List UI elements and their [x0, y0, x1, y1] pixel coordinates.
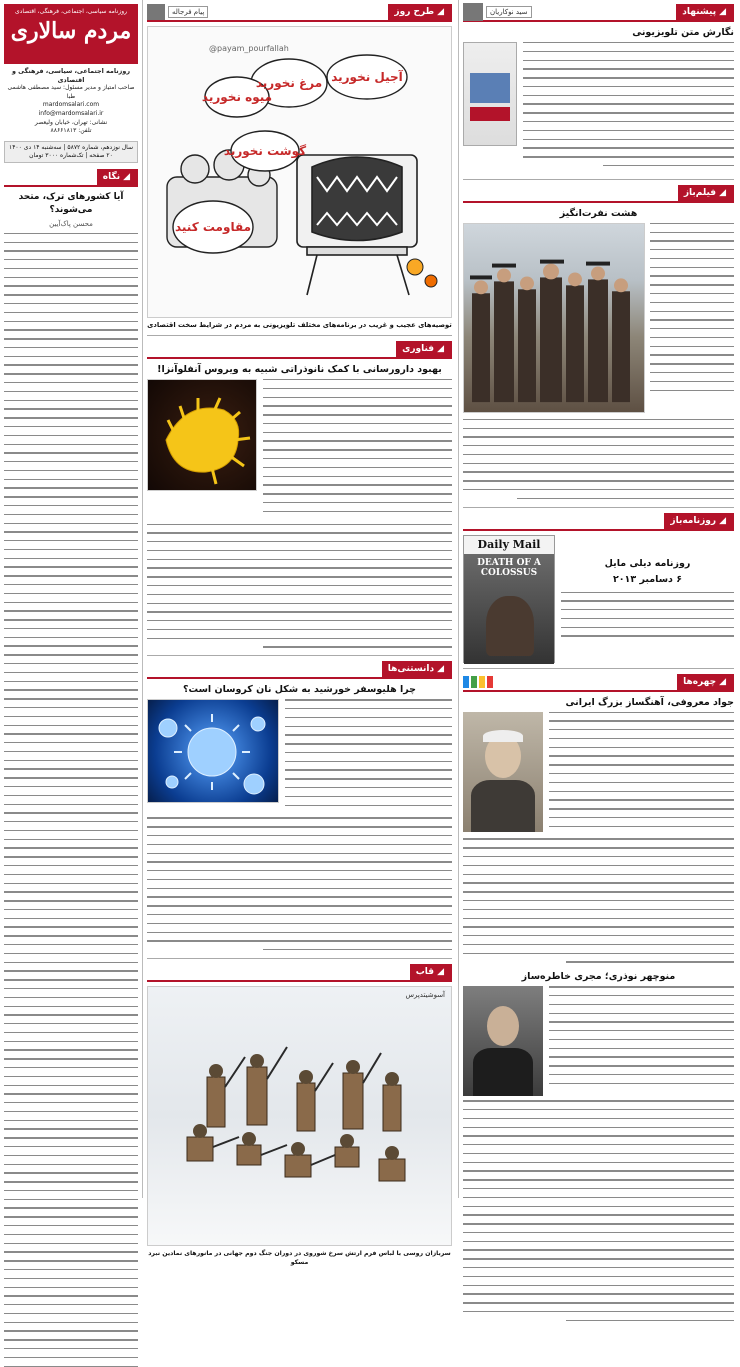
marufi-portrait [463, 712, 543, 832]
paper-name: Daily Mail [477, 537, 541, 551]
middle-column [142, 0, 456, 1266]
paper-headline: DEATH OF A COLOSSUS [477, 557, 541, 578]
danestaniha-title: چرا هلیوسفر خورشید به شکل نان کروسان است؟ [183, 684, 416, 696]
fanavari-body [147, 379, 452, 520]
cartoonist-portrait [147, 4, 165, 20]
newspaper-icon: ◢ [719, 515, 726, 526]
fanavari-tag [396, 341, 452, 357]
pishnahad-author: سید نوکاریان [486, 6, 532, 18]
film-icon: ◢ [719, 187, 726, 198]
lightbulb-icon: ◢ [437, 664, 444, 675]
info-line-6: تلفن: ۸۸۶۶۱۸۱۳ [50, 127, 92, 135]
danestaniha-tag [382, 661, 452, 677]
cartoon-caption: توصیه‌های عجیب و غریب در برنامه‌های مختلف تلویزیونی به مردم در شرایط سخت اقتصادی [147, 321, 452, 329]
person-icon: ◢ [719, 676, 726, 687]
soldiers-figure [147, 987, 451, 1247]
filmbaz-title: هشت نفرت‌انگیز [559, 207, 638, 219]
ruznamebaz-label: روزنامه‌باز [670, 515, 717, 526]
soldiers-photo [147, 986, 452, 1246]
chehreha-label: چهره‌ها [683, 676, 717, 687]
bookmark-icon: ◢ [719, 7, 726, 17]
virus-image [147, 699, 279, 803]
masthead-slogan: روزنامه سیاسی، اجتماعی، فرهنگی، اقتصادی [14, 8, 128, 15]
pen-icon: ◢ [437, 7, 444, 17]
masthead [4, 4, 138, 64]
ghab-label: قاب [415, 966, 435, 977]
ruznamebaz-tag [664, 513, 734, 529]
chehreha-body-2 [463, 986, 734, 1096]
book-cover [463, 42, 517, 146]
film-still [463, 223, 645, 413]
filmbaz-body [463, 223, 734, 413]
fanavari-header [147, 341, 452, 359]
ghab-caption: سربازان روسی با لباس فرم ارتش سرخ شوروی در دوران جنگ دوم جهانی در مانورهای نمادین نبرد مسکو [148, 1249, 451, 1266]
filmbaz-text-2 [463, 419, 734, 499]
ruznamebaz-title: روزنامه دیلی مایل [604, 557, 691, 569]
danestaniha-header [147, 661, 452, 679]
danestaniha-label: دانستنی‌ها [387, 664, 435, 675]
ruznamebaz-text [561, 592, 734, 637]
bubble-fruit: میوه نخورید [201, 90, 273, 104]
filmbaz-tag [678, 185, 734, 201]
chehreha-title-1: جواد معروفی، آهنگساز بزرگ ایرانی [565, 696, 734, 708]
ruznamebaz-date: ۶ دسامبر ۲۰۱۳ [612, 573, 683, 585]
pishnahad-author-box [463, 3, 532, 21]
color-blocks [463, 676, 493, 688]
date-line-2: ۲۰ صفحه | تک‌شماره ۳۰۰۰ تومان [29, 151, 113, 159]
fanavari-title: بهبود دارورسانی با کمک نانوذراتی شبیه به ویروس آنفلوآنزا! [157, 364, 442, 375]
negah-text [4, 233, 138, 1367]
danestaniha-text [285, 699, 452, 813]
film-cast-figure [464, 224, 644, 412]
danestaniha-body [147, 699, 452, 813]
photo-credit: آسوشیتدپرس [405, 990, 445, 999]
info-line-4: info@mardomsalari.ir [38, 109, 104, 117]
tarheruz-header [147, 4, 452, 22]
cartoon-drawing [147, 27, 451, 319]
pishnahad-label: پیشنهاد [682, 7, 717, 17]
bubble-nuts: آجیل نخورید [331, 70, 403, 84]
bubble-resist: مقاومت کنید [174, 220, 252, 234]
chehreha-header [463, 674, 734, 692]
left-column [0, 0, 142, 1198]
tarheruz-tag [388, 4, 452, 20]
tarheruz-author-box [147, 4, 208, 20]
frame-icon: ◢ [437, 966, 444, 977]
daily-mail-cover [463, 535, 555, 663]
pishnahad-tag [676, 4, 734, 20]
info-line-5: نشانی: تهران، خیابان ولیعصر [34, 118, 108, 126]
chehreha-body-1 [463, 712, 734, 835]
fanavari-text-2 [147, 524, 452, 648]
chehreha-title-2: منوچهر نوذری؛ مجری خاطره‌ساز [521, 971, 676, 983]
negah-header [4, 169, 138, 187]
chehreha-text-1 [549, 712, 734, 835]
negah-label: نگاه [102, 171, 121, 182]
masthead-info [4, 64, 138, 139]
nanoparticle-image [147, 379, 257, 491]
negah-tag [97, 169, 138, 185]
nanoparticle-figure [146, 380, 256, 492]
chehreha-text-2 [549, 986, 734, 1096]
info-line-3: mardomsalari.com [42, 101, 100, 109]
negah-author: محسن پاک‌آیین [49, 219, 93, 228]
info-line-1: روزنامه اجتماعی، سیاسی، فرهنگی و اقتصادی [11, 67, 131, 84]
pishnahad-header [463, 4, 734, 22]
masthead-logo: مردم سالاری [10, 18, 132, 44]
masthead-date [4, 141, 138, 163]
chehreha-tag [677, 674, 734, 690]
filmbaz-header [463, 185, 734, 203]
ghab-header [147, 964, 452, 982]
chehreha-text-1b [463, 838, 734, 962]
bubble-meat: گوشت نخورید [223, 144, 307, 158]
danestaniha-text-2 [147, 817, 452, 950]
virus-figure [146, 700, 278, 804]
cartoon-watermark: @payam_pourfallah [209, 44, 289, 53]
ghab-tag [410, 964, 452, 980]
filmbaz-label: فیلم‌باز [683, 187, 717, 198]
eye-icon: ◢ [123, 171, 130, 182]
date-line: سال نوزدهم، شماره ۵۸۷۲ | سه‌شنبه ۱۴ دی ۱۴۰۰ [8, 143, 133, 151]
nozari-portrait [463, 986, 543, 1096]
tech-icon: ◢ [437, 344, 444, 354]
filmbaz-text [650, 223, 734, 413]
tarheruz-author: پیام فرجاله [168, 6, 208, 18]
ruznamebaz-body [463, 535, 734, 663]
fanavari-label: فناوری [402, 344, 435, 354]
info-line-2: صاحب امتیاز و مدیر مسئول: سید مصطفی هاشمی طبا [7, 84, 135, 100]
author-portrait [463, 3, 483, 21]
pishnahad-title: نگارش متن تلویزیونی [632, 27, 734, 38]
cartoon [147, 26, 452, 318]
pishnahad-body [463, 42, 734, 174]
negah-title: آیا کشورهای ترک، متحد می‌شوند؟ [18, 191, 124, 215]
chehreha-text-2b [463, 1100, 734, 1321]
right-column [458, 0, 740, 1198]
tarheruz-label: طرح روز [394, 7, 435, 17]
bubble-chicken: مرغ نخورید [255, 76, 323, 90]
fanavari-text [263, 379, 452, 520]
ruznamebaz-header [463, 513, 734, 531]
pishnahad-text [523, 42, 734, 174]
